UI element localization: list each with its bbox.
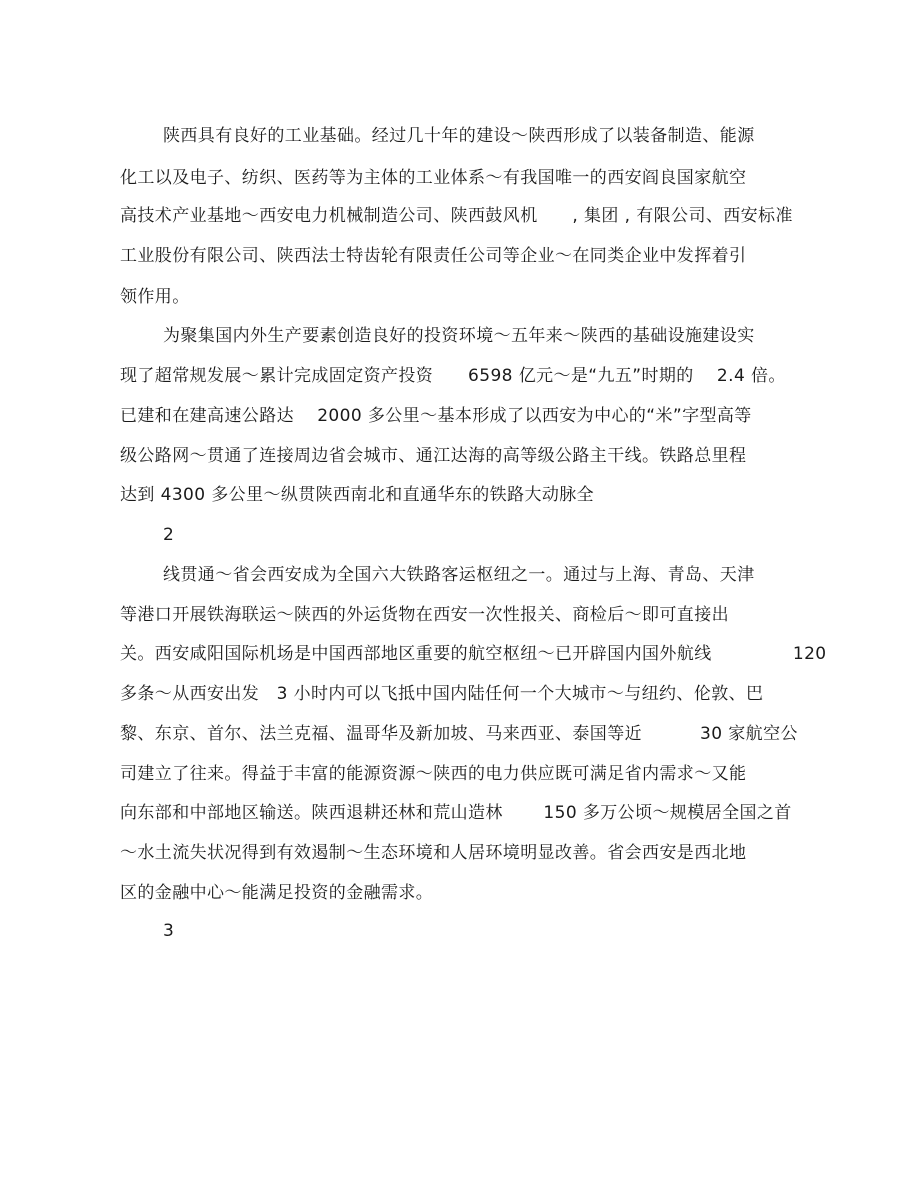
paragraph-2-line-4: 级公路网～贯通了连接周边省会城市、通江达海的高等级公路主干线。铁路总里程 (120, 446, 747, 466)
page-number: 3 (163, 921, 174, 941)
paragraph-3-line-5: 黎、东京、首尔、法兰克福、温哥华及新加坡、马来西亚、泰国等近 30 家航空公 (120, 724, 798, 744)
paragraph-3-line-2: 等港口开展铁海联运～陕西的外运货物在西安一次性报关、商检后～即可直接出 (120, 605, 729, 625)
paragraph-3-line-7: 向东部和中部地区输送。陕西退耕还林和荒山造林 150 多万公顷～规模居全国之首 (120, 803, 792, 823)
paragraph-2-line-3: 已建和在建高速公路达 2000 多公里～基本形成了以西安为中心的“米”字型高等 (120, 406, 752, 426)
paragraph-3-line-3: 关。西安咸阳国际机场是中国西部地区重要的航空枢纽～已开辟国内国外航线 120 (120, 644, 827, 664)
paragraph-3-line-8: ～水土流失状况得到有效遏制～生态环境和人居环境明显改善。省会西安是西北地 (120, 843, 747, 863)
paragraph-1-line-4: 工业股份有限公司、陕西法士特齿轮有限责任公司等企业～在同类企业中发挥着引 (120, 246, 747, 266)
paragraph-3-line-6: 司建立了往来。得益于丰富的能源资源～陕西的电力供应既可满足省内需求～又能 (120, 764, 747, 784)
paragraph-2-line-1: 为聚集国内外生产要素创造良好的投资环境～五年来～陕西的基础设施建设实 (163, 326, 755, 346)
paragraph-1-line-2: 化工以及电子、纺织、医药等为主体的工业体系～有我国唯一的西安阎良国家航空 (120, 168, 747, 188)
paragraph-1-line-3: 高技术产业基地～西安电力机械制造公司、陕西鼓风机 , 集团 , 有限公司、西安标准 (120, 206, 793, 226)
paragraph-1-line-5: 领作用。 (120, 287, 190, 307)
paragraph-2-line-2: 现了超常规发展～累计完成固定资产投资 6598 亿元～是“九五”时期的 2.4 倍。 (120, 366, 786, 386)
page-number: 2 (163, 525, 174, 545)
paragraph-2-line-5: 达到 4300 多公里～纵贯陕西南北和直通华东的铁路大动脉全 (120, 485, 595, 505)
paragraph-3-line-4: 多条～从西安出发 3 小时内可以飞抵中国内陆任何一个大城市～与纽约、伦敦、巴 (120, 684, 764, 704)
paragraph-3-line-9: 区的金融中心～能满足投资的金融需求。 (120, 883, 434, 903)
paragraph-1-line-1: 陕西具有良好的工业基础。经过几十年的建设～陕西形成了以装备制造、能源 (163, 126, 755, 146)
paragraph-3-line-1: 线贯通～省会西安成为全国六大铁路客运枢纽之一。通过与上海、青岛、天津 (163, 565, 755, 585)
